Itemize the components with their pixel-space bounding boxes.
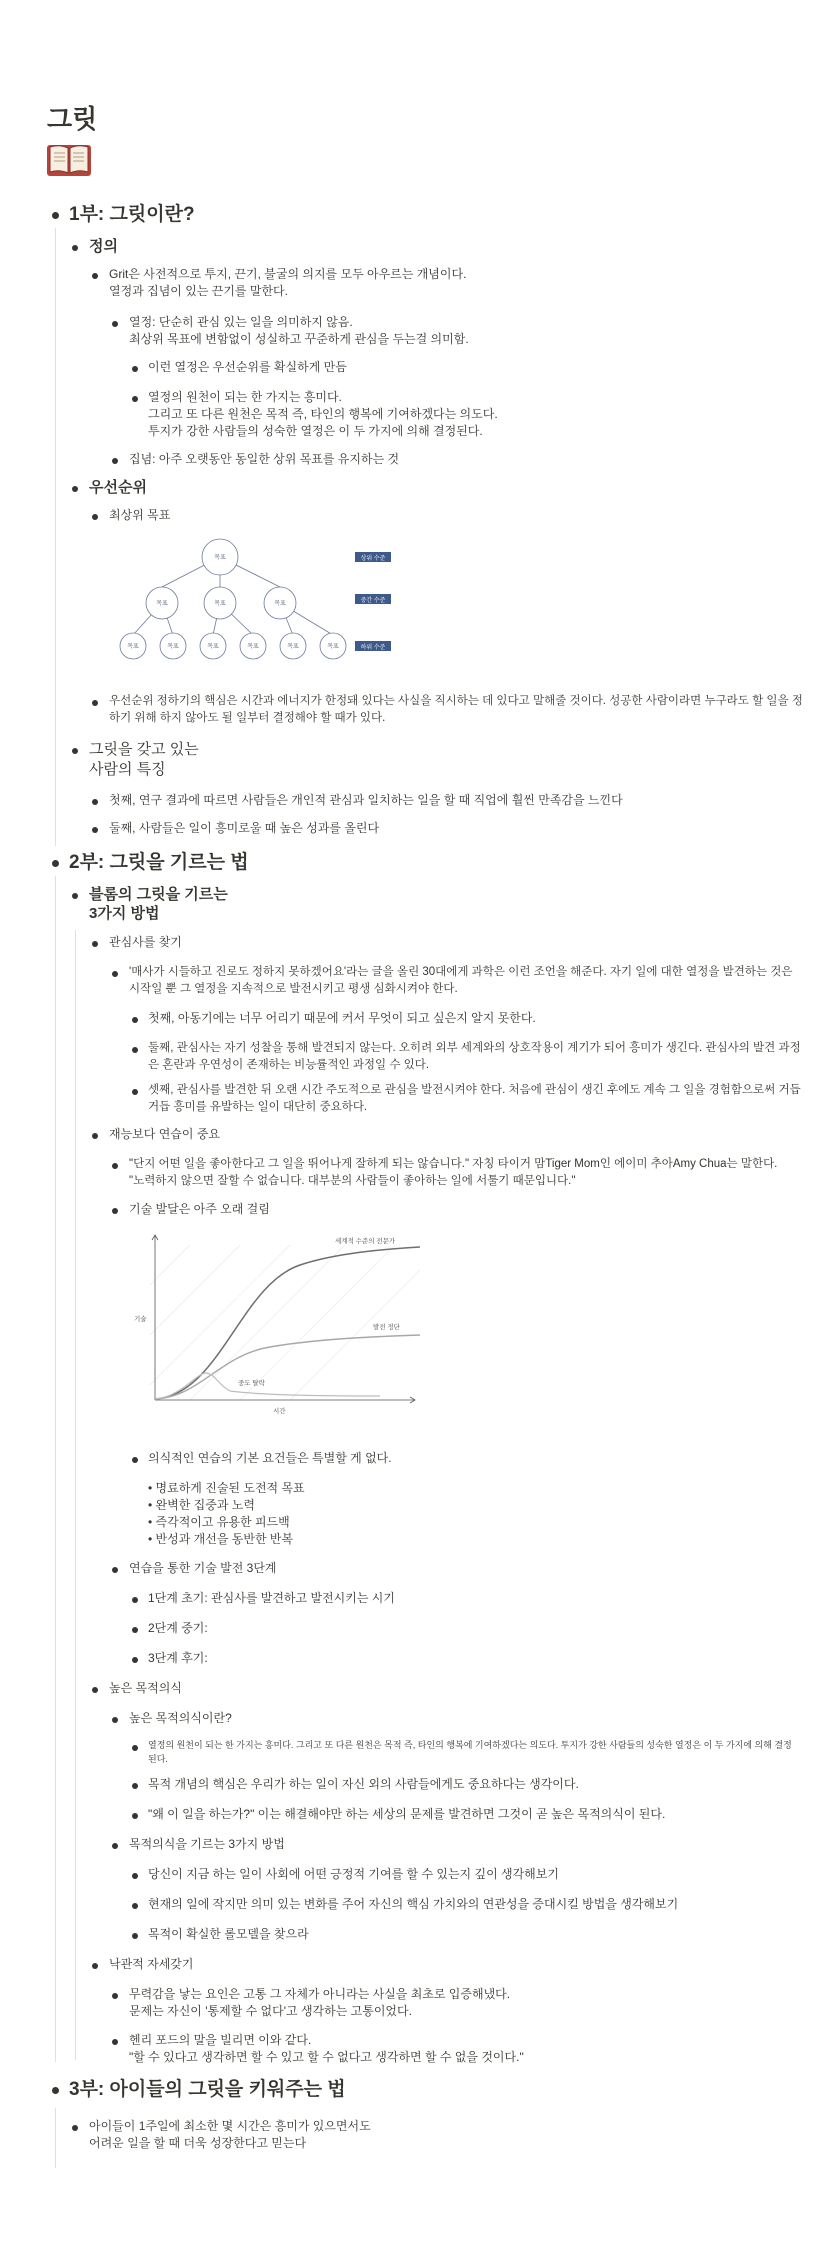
interest-sub-item: 거듭 흥미를 유발하는 일이 대단히 중요하다. — [148, 1101, 368, 1113]
passion-sub-item: 그리고 또 다른 원천은 목적 즉, 타인의 행복에 기여하겠다는 의도다. — [148, 407, 498, 421]
bullet — [132, 1627, 138, 1633]
passion-sub-item: 열정의 원천이 되는 한 가지는 흥미다. — [148, 390, 342, 404]
bullet — [92, 941, 98, 947]
bullet — [132, 1089, 138, 1095]
bullet — [112, 1717, 118, 1723]
bullet — [92, 827, 98, 833]
bullet — [132, 1933, 138, 1939]
bullet — [132, 1657, 138, 1663]
requirement-item: • 반성과 개선을 동반한 반복 — [148, 1532, 294, 1546]
deliberate-practice-text: 의식적인 연습의 기본 요건들은 특별할 게 없다. — [148, 1451, 392, 1465]
priority-heading: 우선순위 — [89, 479, 147, 496]
practice-quote: "노력하지 않으면 잘할 수 없습니다. 대부분의 사람들이 좋아하는 일에 서툴기 때문입니다." — [129, 1175, 576, 1187]
bullet — [112, 1993, 118, 1999]
goal-node-label: 목표 — [327, 644, 339, 650]
practice-quote: "단지 어떤 일을 좋아한다고 그 일을 뛰어나게 잘하게 되는 않습니다." 자칭 타이거 맘Tiger Mom인 에이미 추아Amy Chua는 말한다. — [129, 1158, 778, 1170]
bullet — [52, 2087, 59, 2094]
purpose-method: 목적이 확실한 롤모델을 찾으라 — [148, 1927, 309, 1941]
methods-heading: 3가지 방법 — [89, 905, 160, 922]
interest-sub-item: 셋째, 관심사를 발견한 뒤 오랜 시간 주도적으로 관심을 발전시켜야 한다. 처음에 관심이 생긴 후에도 계속 그 일을 경험함으로써 거듭 — [148, 1084, 801, 1096]
outline-guide-part2 — [55, 876, 56, 2062]
curve-stagnant — [155, 1335, 420, 1399]
skill-development-curves — [130, 1225, 430, 1425]
bullet — [132, 1047, 138, 1053]
dropout-label: 중도 탈락 — [238, 1380, 265, 1387]
interest-sub-item: 둘째, 관심사는 자기 성찰을 통해 발견되지 않는다. 오히려 외부 세계와의 상호작용이 계기가 되어 흥미가 생긴다. 관심사의 발견 과정 — [148, 1042, 801, 1054]
bullet — [132, 1783, 138, 1789]
goal-node-label: 목표 — [127, 644, 139, 650]
interest-sub-item: 은 혼란과 우연성이 존재하는 비능률적인 과정일 수 있다. — [148, 1059, 430, 1071]
bullet — [132, 1873, 138, 1879]
bullet — [52, 860, 59, 867]
bullet — [112, 1163, 118, 1169]
requirement-item: • 명료하게 진술된 도전적 목표 — [148, 1481, 305, 1495]
bullet — [92, 700, 98, 706]
outline-guide-methods — [75, 930, 76, 2060]
priority-core: 우선순위 정하기의 핵심은 시간과 에너지가 한정돼 있다는 사실을 직시하는 데 있다고 말해줄 것이다. 성공한 사람이라면 누구라도 할 일을 정 — [109, 695, 803, 707]
expert-label: 세계적 수준의 전문가 — [335, 1238, 396, 1245]
part2-heading: 2부: 그릿을 기르는 법 — [69, 852, 249, 873]
traits-heading: 그릿을 갖고 있는 — [89, 741, 199, 758]
methods-heading: 블롬의 그릿을 기르는 — [89, 886, 228, 903]
part1-heading: 1부: 그릿이란? — [69, 204, 195, 225]
priority-core: 하기 위해 하지 않아도 될 일부터 결정해야 할 때가 있다. — [109, 712, 386, 724]
bullet — [132, 1903, 138, 1909]
interest-label: 관심사를 찾기 — [109, 935, 182, 949]
stage-item: 1단계 초기: 관심사를 발견하고 발전시키는 시기 — [148, 1591, 395, 1605]
purpose-method: 현재의 일에 작지만 의미 있는 변화를 주어 자신의 핵심 가치와의 연관성을 증대시킬 방법을 생각해보기 — [148, 1897, 679, 1911]
stagnant-label: 발전 정단 — [373, 1324, 400, 1331]
purpose-why: "왜 이 일을 하는가?" 이는 해결해야만 하는 세상의 문제를 발견하면 그것이 곧 높은 목적의식이 된다. — [148, 1807, 666, 1821]
bullet — [92, 799, 98, 805]
bullet — [92, 1687, 98, 1693]
goal-node-label: 목표 — [214, 555, 226, 561]
interest-paragraph: '매사가 시들하고 진로도 정하지 못하겠어요'라는 글을 올린 30대에게 과학은 이런 조언을 해준다. 자기 일에 대한 열정을 발견하는 것은 — [129, 966, 793, 978]
curve-expert — [155, 1247, 420, 1399]
requirement-item: • 즉각적이고 유용한 피드백 — [148, 1515, 290, 1529]
bullet — [112, 1843, 118, 1849]
bullet — [72, 2125, 78, 2131]
bullet — [112, 1208, 118, 1214]
purpose-method: 당신이 지금 하는 일이 사회에 어떤 긍정적 기여를 할 수 있는지 깊이 생각해보기 — [148, 1867, 559, 1881]
bullet — [72, 486, 78, 492]
purpose-core: 목적 개념의 핵심은 우리가 하는 일이 자신 외의 사람들에게도 중요하다는 생각이다. — [148, 1777, 579, 1791]
outline-guide-part3 — [55, 2108, 56, 2168]
definition-line: 열정과 집념이 있는 끈기를 말한다. — [109, 284, 288, 298]
open-book-icon[interactable] — [46, 142, 92, 178]
optimism-quote: "할 수 있다고 생각하면 할 수 있고 할 수 없다고 생각하면 할 수 없을 것이다." — [129, 2050, 524, 2064]
goal-node-label: 목표 — [156, 601, 168, 607]
bullet — [132, 1017, 138, 1023]
definition-heading: 정의 — [89, 238, 118, 255]
level-low-label: 하위 수준 — [360, 645, 386, 651]
passion-sub-item: 투지가 강한 사람들의 성숙한 열정은 이 두 가지에 의해 결정된다. — [148, 424, 483, 438]
interest-paragraph: 시작일 뿐 그 열정을 지속적으로 발전시키고 평생 심화시켜야 한다. — [129, 983, 458, 995]
bullet — [112, 971, 118, 977]
goal-node-label: 목표 — [207, 644, 219, 650]
optimism-label: 낙관적 자세갖기 — [109, 1957, 194, 1971]
goal-node-label: 목표 — [274, 601, 286, 607]
traits-heading: 사람의 특징 — [89, 761, 166, 778]
bullet — [72, 748, 78, 754]
bullet — [132, 1745, 138, 1751]
page-title: 그릿 — [47, 104, 98, 134]
passion-text: 열정: 단순히 관심 있는 일을 의미하지 않음. — [129, 315, 353, 329]
part3-item: 아이들이 1주일에 최소한 몇 시간은 흥미가 있으면서도 — [89, 2119, 371, 2133]
level-mid-label: 중간 수준 — [360, 598, 386, 604]
skill-development-label: 기술 발달은 아주 오래 걸림 — [129, 1202, 270, 1216]
traits-item: 첫째, 연구 결과에 따르면 사람들은 개인적 관심과 일치하는 일을 할 때 직업에 훨씬 만족감을 느낀다 — [109, 793, 623, 807]
bullet — [72, 245, 78, 251]
stage-item: 3단계 후기: — [148, 1651, 208, 1665]
requirement-item: • 완벽한 집중과 노력 — [148, 1498, 255, 1512]
bullet — [132, 396, 138, 402]
goal-hierarchy-diagram — [110, 530, 410, 670]
purpose-what: 높은 목적의식이란? — [129, 1711, 232, 1725]
y-axis-label: 기술 — [134, 1316, 147, 1323]
bullet — [132, 1813, 138, 1819]
optimism-text: 문제는 자신이 '통제할 수 없다'고 생각하는 고통이었다. — [129, 2004, 412, 2018]
top-goal-label: 최상위 목표 — [109, 508, 171, 522]
tenacity-text: 집념: 아주 오랫동안 동일한 상위 목표를 유지하는 것 — [129, 452, 400, 466]
bullet — [92, 514, 98, 520]
bullet — [92, 273, 98, 279]
bullet — [132, 1457, 138, 1463]
optimism-quote: 헨리 포드의 말을 빌리면 이와 같다. — [129, 2033, 312, 2047]
passion-sub-item: 이런 열정은 우선순위를 확실하게 만듬 — [148, 360, 347, 374]
purpose-small-text: 열정의 원천이 되는 한 가지는 흥미다. 그리고 또 다른 원천은 목적 즉, 타인의 행복에 기여하겠다는 의도다. 투지가 강한 사람들의 성숙한 열정은 이 두 가지에 의해 결정 — [148, 1740, 792, 1750]
interest-sub-item: 첫째, 아동기에는 너무 어리기 때문에 커서 무엇이 되고 싶은지 알지 못한다. — [148, 1011, 536, 1025]
bullet — [132, 1597, 138, 1603]
stage-item: 2단계 중기: — [148, 1621, 208, 1635]
goal-node-label: 목표 — [214, 601, 226, 607]
x-axis-label: 시간 — [273, 1408, 286, 1415]
stages-label: 연습을 통한 기술 발전 3단계 — [129, 1561, 277, 1575]
purpose-label: 높은 목적의식 — [109, 1681, 182, 1695]
optimism-text: 무력감을 낳는 요인은 고통 그 자체가 아니라는 사실을 최초로 입증해냈다. — [129, 1987, 511, 2001]
bullet — [112, 2039, 118, 2045]
goal-node-label: 목표 — [287, 644, 299, 650]
practice-label: 재능보다 연습이 중요 — [109, 1127, 220, 1141]
bullet — [52, 212, 59, 219]
traits-item: 둘째, 사람들은 일이 흥미로울 때 높은 성과를 올린다 — [109, 821, 380, 835]
purpose-three-ways: 목적의식을 기르는 3가지 방법 — [129, 1837, 285, 1851]
part3-heading: 3부: 아이들의 그릿을 키워주는 법 — [69, 2079, 346, 2100]
level-top-label: 상위 수준 — [360, 556, 386, 562]
bullet — [92, 1963, 98, 1969]
outline-guide-part1 — [55, 228, 56, 846]
bullet — [92, 1133, 98, 1139]
bullet — [112, 458, 118, 464]
definition-line: Grit은 사전적으로 투지, 끈기, 불굴의 의지를 모두 아우르는 개념이다. — [109, 267, 467, 281]
goal-node-label: 목표 — [167, 644, 179, 650]
bullet — [112, 1567, 118, 1573]
bullet — [132, 366, 138, 372]
goal-node-label: 목표 — [247, 644, 259, 650]
purpose-small-text: 된다. — [148, 1754, 168, 1764]
bullet — [72, 893, 78, 899]
part3-item: 어려운 일을 할 때 더욱 성장한다고 믿는다 — [89, 2136, 307, 2150]
passion-text: 최상위 목표에 변함없이 성실하고 꾸준하게 관심을 두는걸 의미함. — [129, 332, 469, 346]
bullet — [112, 321, 118, 327]
